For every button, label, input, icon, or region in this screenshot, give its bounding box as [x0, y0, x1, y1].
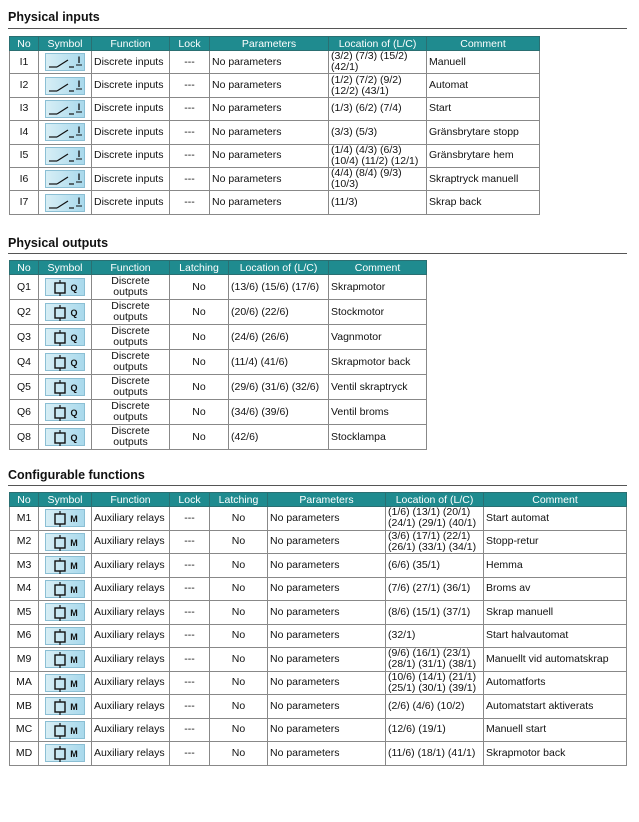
- cell-comment: Vagnmotor: [329, 325, 427, 350]
- auxiliary-relay-icon: [45, 744, 85, 762]
- cell-location: (3/2) (7/3) (15/2) (42/1): [329, 51, 427, 74]
- svg-text:Q: Q: [70, 408, 78, 418]
- cell-no: I3: [10, 97, 39, 120]
- cell-no: I6: [10, 167, 39, 190]
- cell-latching: No: [170, 300, 229, 325]
- cell-no: M2: [10, 530, 39, 554]
- cell-lock: ---: [170, 601, 210, 625]
- cell-location: (1/6) (13/1) (20/1) (24/1) (29/1) (40/1): [386, 507, 484, 531]
- cell-comment: Automatstart aktiverats: [484, 695, 627, 719]
- col-header-comment: Comment: [329, 261, 427, 275]
- cell-function: Discrete outputs: [92, 300, 170, 325]
- table-row: [10, 530, 627, 554]
- cell-function: Auxiliary relays: [92, 530, 170, 554]
- svg-text:M: M: [70, 537, 78, 548]
- svg-text:Q: Q: [70, 308, 78, 318]
- svg-text:M: M: [70, 608, 78, 619]
- cell-latching: No: [210, 624, 268, 648]
- cell-comment: Skrapmotor: [329, 275, 427, 300]
- table-row: [10, 577, 627, 601]
- cell-location: (29/6) (31/6) (32/6): [229, 375, 329, 400]
- cell-no: I4: [10, 121, 39, 144]
- cell-function: Discrete outputs: [92, 425, 170, 450]
- cell-location: (1/4) (4/3) (6/3) (10/4) (11/2) (12/1): [329, 144, 427, 167]
- cell-no: Q6: [10, 400, 39, 425]
- auxiliary-relay-icon: [45, 580, 85, 598]
- cell-function: Auxiliary relays: [92, 718, 170, 742]
- symbol-cell: [39, 695, 92, 719]
- cell-parameters: No parameters: [268, 554, 386, 578]
- col-header-location: Location of (L/C): [386, 493, 484, 507]
- output-coil-icon: [45, 328, 85, 346]
- cell-no: I5: [10, 144, 39, 167]
- table-row: [10, 742, 627, 766]
- cell-location: (3/6) (17/1) (22/1) (26/1) (33/1) (34/1): [386, 530, 484, 554]
- table-row: [10, 51, 540, 74]
- table-row: [10, 554, 627, 578]
- cell-comment: Start halvautomat: [484, 624, 627, 648]
- cell-latching: No: [210, 601, 268, 625]
- cell-no: Q5: [10, 375, 39, 400]
- svg-text:Q: Q: [70, 283, 78, 293]
- cell-lock: ---: [170, 718, 210, 742]
- col-header-comment: Comment: [427, 37, 540, 51]
- cell-no: Q2: [10, 300, 39, 325]
- col-header-function: Function: [92, 37, 170, 51]
- svg-text:I: I: [77, 125, 81, 136]
- cell-parameters: No parameters: [210, 167, 329, 190]
- section-title-physical-inputs: Physical inputs: [8, 10, 100, 24]
- cell-no: MB: [10, 695, 39, 719]
- cell-latching: No: [170, 375, 229, 400]
- svg-text:Q: Q: [70, 433, 78, 443]
- auxiliary-relay-icon: [45, 697, 85, 715]
- cell-comment: Broms av: [484, 577, 627, 601]
- symbol-cell: [39, 400, 92, 425]
- cell-parameters: No parameters: [210, 191, 329, 214]
- svg-text:M: M: [70, 702, 78, 713]
- table-row: [10, 718, 627, 742]
- table-row: [10, 507, 627, 531]
- cell-lock: ---: [170, 530, 210, 554]
- cell-comment: Skrap back: [427, 191, 540, 214]
- svg-text:Q: Q: [70, 383, 78, 393]
- cell-latching: No: [170, 275, 229, 300]
- cell-function: Discrete outputs: [92, 375, 170, 400]
- cell-location: (42/6): [229, 425, 329, 450]
- cell-location: (2/6) (4/6) (10/2): [386, 695, 484, 719]
- table-row: [10, 74, 540, 97]
- cell-lock: ---: [170, 507, 210, 531]
- symbol-cell: [39, 624, 92, 648]
- cell-function: Discrete inputs: [92, 74, 170, 97]
- col-header-no: No: [10, 493, 39, 507]
- svg-text:M: M: [70, 584, 78, 595]
- input-contact-icon: [45, 123, 85, 141]
- cell-parameters: No parameters: [210, 97, 329, 120]
- cell-lock: ---: [170, 144, 210, 167]
- cell-lock: ---: [170, 191, 210, 214]
- auxiliary-relay-icon: [45, 509, 85, 527]
- cell-lock: ---: [170, 121, 210, 144]
- symbol-cell: [39, 275, 92, 300]
- svg-text:I: I: [77, 148, 81, 159]
- svg-text:M: M: [70, 749, 78, 760]
- cell-latching: No: [210, 648, 268, 672]
- cell-comment: Stocklampa: [329, 425, 427, 450]
- cell-location: (24/6) (26/6): [229, 325, 329, 350]
- output-coil-icon: [45, 353, 85, 371]
- table-row: [10, 375, 427, 400]
- cell-location: (34/6) (39/6): [229, 400, 329, 425]
- cell-no: MA: [10, 671, 39, 695]
- col-header-function: Function: [92, 261, 170, 275]
- cell-comment: Skraptryck manuell: [427, 167, 540, 190]
- table-row: [10, 167, 540, 190]
- col-header-parameters: Parameters: [210, 37, 329, 51]
- col-header-no: No: [10, 261, 39, 275]
- cell-comment: Start automat: [484, 507, 627, 531]
- cell-function: Auxiliary relays: [92, 577, 170, 601]
- cell-function: Discrete inputs: [92, 144, 170, 167]
- cell-no: M5: [10, 601, 39, 625]
- col-header-latching: Latching: [210, 493, 268, 507]
- cell-location: (10/6) (14/1) (21/1) (25/1) (30/1) (39/1): [386, 671, 484, 695]
- svg-text:I: I: [77, 195, 81, 206]
- cell-comment: Hemma: [484, 554, 627, 578]
- auxiliary-relay-icon: [45, 650, 85, 668]
- input-contact-icon: [45, 77, 85, 95]
- cell-comment: Skrap manuell: [484, 601, 627, 625]
- cell-location: (7/6) (27/1) (36/1): [386, 577, 484, 601]
- cell-location: (32/1): [386, 624, 484, 648]
- col-header-location: Location of (L/C): [229, 261, 329, 275]
- input-contact-icon: [45, 147, 85, 165]
- cell-location: (20/6) (22/6): [229, 300, 329, 325]
- output-coil-icon: [45, 403, 85, 421]
- cell-comment: Ventil broms: [329, 400, 427, 425]
- input-contact-icon: [45, 170, 85, 188]
- cell-comment: Automat: [427, 74, 540, 97]
- output-coil-icon: [45, 303, 85, 321]
- input-contact-icon: [45, 53, 85, 71]
- cell-parameters: No parameters: [268, 577, 386, 601]
- cell-lock: ---: [170, 624, 210, 648]
- cell-parameters: No parameters: [268, 624, 386, 648]
- cell-lock: ---: [170, 695, 210, 719]
- table-row: [10, 601, 627, 625]
- cell-location: (1/3) (6/2) (7/4): [329, 97, 427, 120]
- cell-comment: Gränsbrytare hem: [427, 144, 540, 167]
- table-row: [10, 350, 427, 375]
- input-contact-icon: [45, 194, 85, 212]
- cell-location: (11/3): [329, 191, 427, 214]
- cell-lock: ---: [170, 74, 210, 97]
- cell-no: MD: [10, 742, 39, 766]
- cell-lock: ---: [170, 97, 210, 120]
- cell-comment: Manuellt vid automatskrap: [484, 648, 627, 672]
- cell-latching: No: [210, 507, 268, 531]
- cell-parameters: No parameters: [210, 144, 329, 167]
- svg-text:I: I: [77, 172, 81, 183]
- col-header-function: Function: [92, 493, 170, 507]
- symbol-cell: [39, 577, 92, 601]
- auxiliary-relay-icon: [45, 603, 85, 621]
- cell-latching: No: [210, 742, 268, 766]
- cell-no: M3: [10, 554, 39, 578]
- cell-function: Discrete outputs: [92, 400, 170, 425]
- cell-latching: No: [170, 350, 229, 375]
- output-coil-icon: [45, 428, 85, 446]
- cell-location: (1/2) (7/2) (9/2) (12/2) (43/1): [329, 74, 427, 97]
- table-row: [10, 121, 540, 144]
- symbol-cell: [39, 554, 92, 578]
- symbol-cell: [39, 144, 92, 167]
- cell-parameters: No parameters: [210, 51, 329, 74]
- cell-no: I7: [10, 191, 39, 214]
- cell-location: (6/6) (35/1): [386, 554, 484, 578]
- auxiliary-relay-icon: [45, 533, 85, 551]
- cell-latching: No: [170, 400, 229, 425]
- cell-function: Discrete inputs: [92, 191, 170, 214]
- cell-comment: Gränsbrytare stopp: [427, 121, 540, 144]
- symbol-cell: [39, 425, 92, 450]
- table-row: [10, 191, 540, 214]
- symbol-cell: [39, 121, 92, 144]
- cell-function: Auxiliary relays: [92, 671, 170, 695]
- cell-no: Q1: [10, 275, 39, 300]
- cell-no: I1: [10, 51, 39, 74]
- symbol-cell: [39, 601, 92, 625]
- col-header-symbol: Symbol: [39, 493, 92, 507]
- cell-latching: No: [210, 577, 268, 601]
- table-row: [10, 648, 627, 672]
- svg-text:M: M: [70, 561, 78, 572]
- table-row: [10, 425, 427, 450]
- svg-text:M: M: [70, 655, 78, 666]
- symbol-cell: [39, 375, 92, 400]
- physical-outputs-table: [9, 260, 427, 450]
- cell-parameters: No parameters: [268, 530, 386, 554]
- table-row: [10, 97, 540, 120]
- table-row: [10, 400, 427, 425]
- cell-no: M1: [10, 507, 39, 531]
- cell-lock: ---: [170, 51, 210, 74]
- cell-comment: Start: [427, 97, 540, 120]
- cell-latching: No: [210, 671, 268, 695]
- table-header-row: [10, 261, 427, 275]
- cell-lock: ---: [170, 742, 210, 766]
- cell-no: Q3: [10, 325, 39, 350]
- cell-no: MC: [10, 718, 39, 742]
- svg-text:M: M: [70, 725, 78, 736]
- cell-no: I2: [10, 74, 39, 97]
- cell-lock: ---: [170, 577, 210, 601]
- section-title-configurable-functions: Configurable functions: [8, 468, 145, 482]
- cell-function: Discrete outputs: [92, 350, 170, 375]
- output-coil-icon: [45, 278, 85, 296]
- cell-parameters: No parameters: [268, 671, 386, 695]
- cell-latching: No: [170, 425, 229, 450]
- cell-no: M4: [10, 577, 39, 601]
- cell-function: Auxiliary relays: [92, 601, 170, 625]
- cell-lock: ---: [170, 671, 210, 695]
- symbol-cell: [39, 718, 92, 742]
- col-header-lock: Lock: [170, 493, 210, 507]
- cell-parameters: No parameters: [268, 695, 386, 719]
- table-row: [10, 300, 427, 325]
- cell-parameters: No parameters: [268, 742, 386, 766]
- cell-function: Discrete outputs: [92, 325, 170, 350]
- output-coil-icon: [45, 378, 85, 396]
- cell-latching: No: [170, 325, 229, 350]
- cell-function: Discrete inputs: [92, 51, 170, 74]
- cell-function: Auxiliary relays: [92, 507, 170, 531]
- cell-location: (11/6) (18/1) (41/1): [386, 742, 484, 766]
- cell-function: Auxiliary relays: [92, 648, 170, 672]
- symbol-cell: [39, 648, 92, 672]
- section-divider: [8, 485, 627, 486]
- cell-location: (8/6) (15/1) (37/1): [386, 601, 484, 625]
- cell-location: (12/6) (19/1): [386, 718, 484, 742]
- cell-location: (11/4) (41/6): [229, 350, 329, 375]
- cell-function: Auxiliary relays: [92, 624, 170, 648]
- svg-text:M: M: [70, 631, 78, 642]
- table-row: [10, 144, 540, 167]
- table-row: [10, 624, 627, 648]
- cell-parameters: No parameters: [268, 718, 386, 742]
- cell-comment: Skrapmotor back: [484, 742, 627, 766]
- symbol-cell: [39, 74, 92, 97]
- symbol-cell: [39, 191, 92, 214]
- cell-parameters: No parameters: [268, 648, 386, 672]
- symbol-cell: [39, 742, 92, 766]
- table-row: [10, 671, 627, 695]
- input-contact-icon: [45, 100, 85, 118]
- col-header-symbol: Symbol: [39, 37, 92, 51]
- cell-no: Q8: [10, 425, 39, 450]
- cell-comment: Manuell start: [484, 718, 627, 742]
- cell-latching: No: [210, 695, 268, 719]
- svg-text:I: I: [77, 101, 81, 112]
- table-header-row: [10, 37, 540, 51]
- cell-no: M9: [10, 648, 39, 672]
- cell-lock: ---: [170, 648, 210, 672]
- svg-text:Q: Q: [70, 358, 78, 368]
- cell-parameters: No parameters: [210, 121, 329, 144]
- svg-text:I: I: [77, 55, 81, 66]
- cell-latching: No: [210, 718, 268, 742]
- cell-function: Discrete outputs: [92, 275, 170, 300]
- auxiliary-relay-icon: [45, 556, 85, 574]
- symbol-cell: [39, 167, 92, 190]
- auxiliary-relay-icon: [45, 674, 85, 692]
- cell-location: (13/6) (15/6) (17/6): [229, 275, 329, 300]
- symbol-cell: [39, 350, 92, 375]
- auxiliary-relay-icon: [45, 627, 85, 645]
- symbol-cell: [39, 51, 92, 74]
- cell-comment: Manuell: [427, 51, 540, 74]
- table-row: [10, 275, 427, 300]
- cell-no: Q4: [10, 350, 39, 375]
- col-header-parameters: Parameters: [268, 493, 386, 507]
- symbol-cell: [39, 671, 92, 695]
- col-header-latching: Latching: [170, 261, 229, 275]
- symbol-cell: [39, 530, 92, 554]
- cell-parameters: No parameters: [268, 507, 386, 531]
- cell-comment: Stockmotor: [329, 300, 427, 325]
- cell-location: (4/4) (8/4) (9/3) (10/3): [329, 167, 427, 190]
- cell-location: (3/3) (5/3): [329, 121, 427, 144]
- symbol-cell: [39, 97, 92, 120]
- cell-parameters: No parameters: [268, 601, 386, 625]
- symbol-cell: [39, 507, 92, 531]
- symbol-cell: [39, 325, 92, 350]
- cell-comment: Ventil skraptryck: [329, 375, 427, 400]
- cell-no: M6: [10, 624, 39, 648]
- svg-text:M: M: [70, 514, 78, 525]
- configurable-functions-table: [9, 492, 627, 766]
- cell-latching: No: [210, 530, 268, 554]
- cell-function: Auxiliary relays: [92, 554, 170, 578]
- svg-text:I: I: [77, 78, 81, 89]
- col-header-symbol: Symbol: [39, 261, 92, 275]
- cell-parameters: No parameters: [210, 74, 329, 97]
- cell-lock: ---: [170, 167, 210, 190]
- cell-function: Auxiliary relays: [92, 742, 170, 766]
- svg-text:Q: Q: [70, 333, 78, 343]
- table-row: [10, 325, 427, 350]
- cell-comment: Stopp-retur: [484, 530, 627, 554]
- table-header-row: [10, 493, 627, 507]
- cell-function: Discrete inputs: [92, 167, 170, 190]
- cell-location: (9/6) (16/1) (23/1) (28/1) (31/1) (38/1): [386, 648, 484, 672]
- section-divider: [8, 253, 627, 254]
- cell-function: Auxiliary relays: [92, 695, 170, 719]
- col-header-location: Location of (L/C): [329, 37, 427, 51]
- section-title-physical-outputs: Physical outputs: [8, 236, 109, 250]
- physical-inputs-table: [9, 36, 540, 215]
- col-header-no: No: [10, 37, 39, 51]
- cell-latching: No: [210, 554, 268, 578]
- cell-comment: Automatforts: [484, 671, 627, 695]
- col-header-comment: Comment: [484, 493, 627, 507]
- svg-text:M: M: [70, 678, 78, 689]
- cell-comment: Skrapmotor back: [329, 350, 427, 375]
- table-row: [10, 695, 627, 719]
- cell-function: Discrete inputs: [92, 97, 170, 120]
- cell-function: Discrete inputs: [92, 121, 170, 144]
- col-header-lock: Lock: [170, 37, 210, 51]
- section-divider: [8, 28, 627, 29]
- auxiliary-relay-icon: [45, 721, 85, 739]
- cell-lock: ---: [170, 554, 210, 578]
- symbol-cell: [39, 300, 92, 325]
